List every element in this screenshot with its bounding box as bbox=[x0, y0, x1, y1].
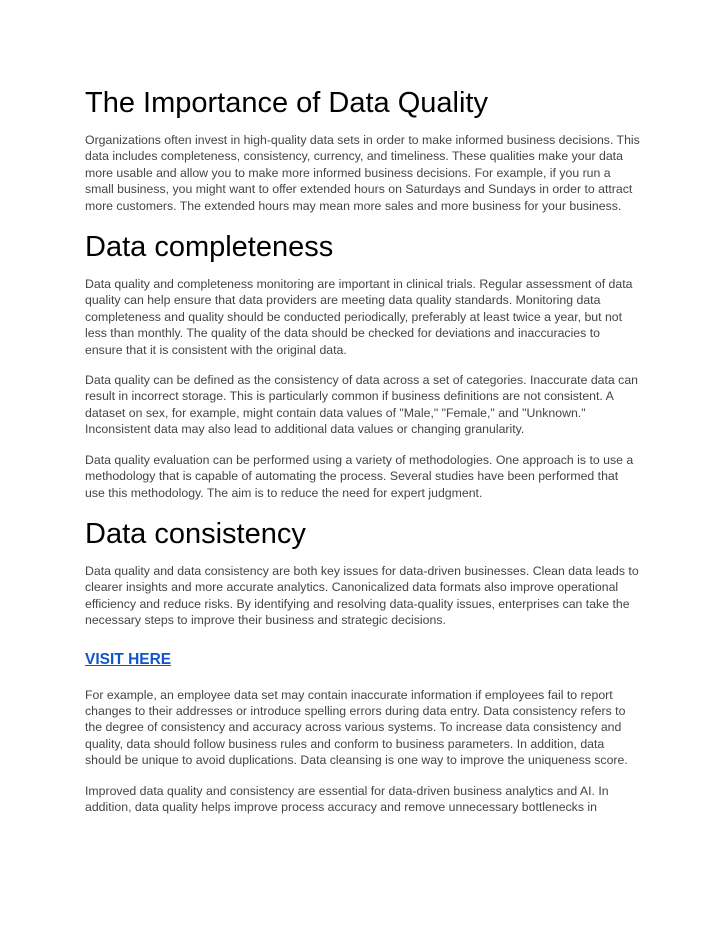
completeness-paragraph-3: Data quality evaluation can be performed using a variety of methodologies. One approach is to use a methodology that is capable of automating the process. Several studies have been performed that use this methodology. The aim is to reduce the need for expert judgment. bbox=[85, 452, 634, 500]
visit-here-link[interactable]: VISIT HERE bbox=[85, 650, 172, 668]
page-title: The Importance of Data Quality bbox=[85, 87, 488, 119]
document-page bbox=[85, 84, 640, 829]
completeness-paragraph-1: Data quality and completeness monitoring are important in clinical trials. Regular assessment of data quality can help ensure that data providers are meeting data quality standards. Monitoring data completeness and quality should be conducted periodically, preferably at least twice a year, but not less than monthly. The quality of the data should be checked for deviations and inaccuracies to ensure that it is consistent with the original data. bbox=[85, 277, 633, 357]
section-heading-completeness: Data completeness bbox=[85, 231, 334, 264]
visit-link-container bbox=[85, 651, 640, 669]
completeness-paragraph-2: Data quality can be defined as the consistency of data across a set of categories. Inaccurate data can result in incorrect storage. This is particularly common if business definitions are not consistent. A dataset on sex, for example, might contain data values of "Male," "Female," and "Unknown." Inconsistent data may also lead to additional data values or changing granularity. bbox=[85, 373, 639, 437]
consistency-paragraph-2: For example, an employee data set may contain inaccurate information if employees fail to report changes to their addresses or introduce spelling errors during data entry. Data consistency refers to the degree of consistency and accuracy across various systems. To increase data consistency and quality, data should follow business rules and conform to business parameters. In addition, data should be unique to avoid duplications. Data cleansing is one way to improve the uniqueness score. bbox=[85, 687, 628, 768]
consistency-paragraph-3: Improved data quality and consistency are essential for data-driven business analytics and AI. In addition, data quality helps improve process accuracy and remove unnecessary bottlenecks in bbox=[85, 783, 609, 814]
intro-paragraph: Organizations often invest in high-quality data sets in order to make informed business decisions. This data includes completeness, consistency, currency, and timeliness. These qualities make your data more usable and allow you to make more informed business decisions. For example, if you run a small business, you might want to offer extended hours on Saturdays and Sundays in order to attract more customers. The extended hours may mean more sales and more business for your business. bbox=[85, 133, 640, 213]
section-heading-consistency: Data consistency bbox=[85, 517, 306, 550]
consistency-paragraph-1: Data quality and data consistency are both key issues for data-driven businesses. Clean data leads to clearer insights and more accurate analytics. Canonicalized data formats also improve operational efficiency and reduce risks. By identifying and resolving data-quality issues, enterprises can take the necessary steps to improve their business and strategic decisions. bbox=[85, 563, 639, 628]
